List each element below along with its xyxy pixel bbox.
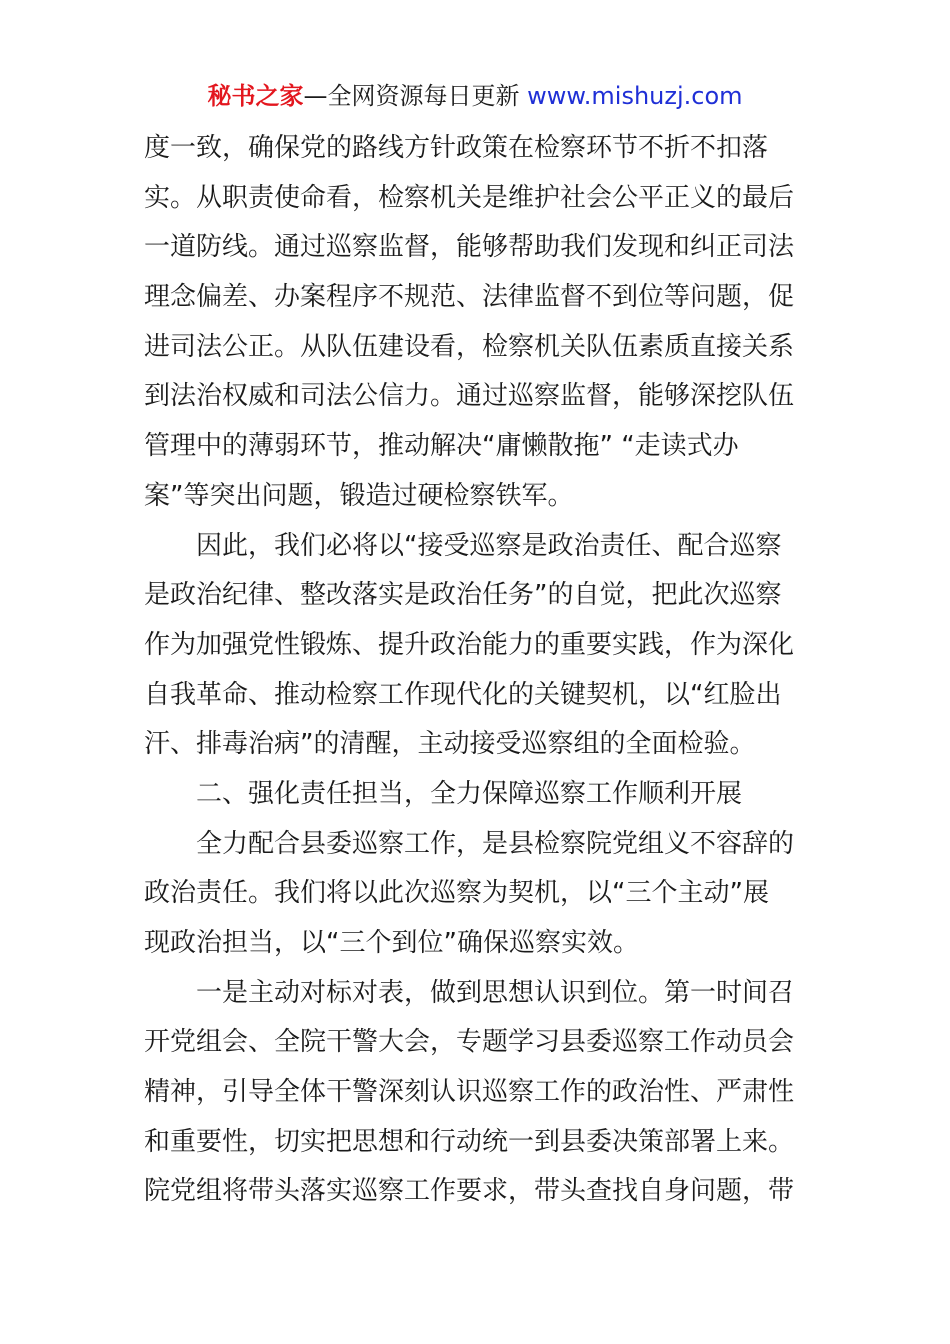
paragraph-first-line: 一是主动对标对表，做到思想认识到位。第一时间召: [196, 977, 795, 1008]
text-line: 开党组会、全院干警大会，专题学习县委巡察工作动员会: [144, 1027, 795, 1058]
text-line: 精神，引导全体干警深刻认识巡察工作的政治性、严肃性: [144, 1077, 795, 1108]
site-tagline: —全网资源每日更新: [303, 82, 528, 110]
document-body: [144, 124, 808, 1217]
text-line: 现政治担当，以“三个到位”确保巡察实效。: [144, 928, 639, 958]
site-header: [0, 80, 950, 112]
text-line: 管理中的薄弱环节，推动解决“庸懒散拖” “走读式办: [144, 431, 739, 462]
text-line: 案”等突出问题，锻造过硬检察铁军。: [144, 480, 574, 511]
text-line: 作为加强党性锻炼、提升政治能力的重要实践，作为深化: [144, 629, 795, 660]
text-line: 院党组将带头落实巡察工作要求，带头查找自身问题，带: [144, 1176, 795, 1207]
text-line: 理念偏差、办案程序不规范、法律监督不到位等问题，促: [144, 282, 795, 313]
text-line: 进司法公正。从队伍建设看，检察机关队伍素质直接关系: [144, 331, 795, 362]
text-line: 一道防线。通过巡察监督，能够帮助我们发现和纠正司法: [144, 232, 795, 263]
text-line: 是政治纪律、整改落实是政治任务”的自觉，把此次巡察: [144, 580, 782, 611]
text-line: 到法治权威和司法公信力。通过巡察监督，能够深挖队伍: [144, 381, 795, 412]
site-brand: 秘书之家: [207, 82, 304, 110]
text-line: 政治责任。我们将以此次巡察为契机，以“三个主动”展: [144, 878, 769, 909]
paragraph-first-line: 因此，我们必将以“接受巡察是政治责任、配合巡察: [196, 530, 782, 561]
text-line: 自我革命、推动检察工作现代化的关键契机，以“红脸出: [144, 679, 782, 710]
text-line: 度一致，确保党的路线方针政策在检察环节不折不扣落: [144, 133, 769, 163]
section-heading: 二、强化责任担当，全力保障巡察工作顺利开展: [196, 778, 743, 809]
text-line: 实。从职责使命看，检察机关是维护社会公平正义的最后: [144, 182, 795, 213]
text-line: 汗、排毒治病”的清醒，主动接受巡察组的全面检验。: [144, 729, 756, 760]
paragraph-first-line: 全力配合县委巡察工作，是县检察院党组义不容辞的: [196, 828, 795, 859]
site-url-link[interactable]: www.mishuzj.com: [527, 82, 743, 110]
text-line: 和重要性，切实把思想和行动统一到县委决策部署上来。: [144, 1126, 795, 1157]
